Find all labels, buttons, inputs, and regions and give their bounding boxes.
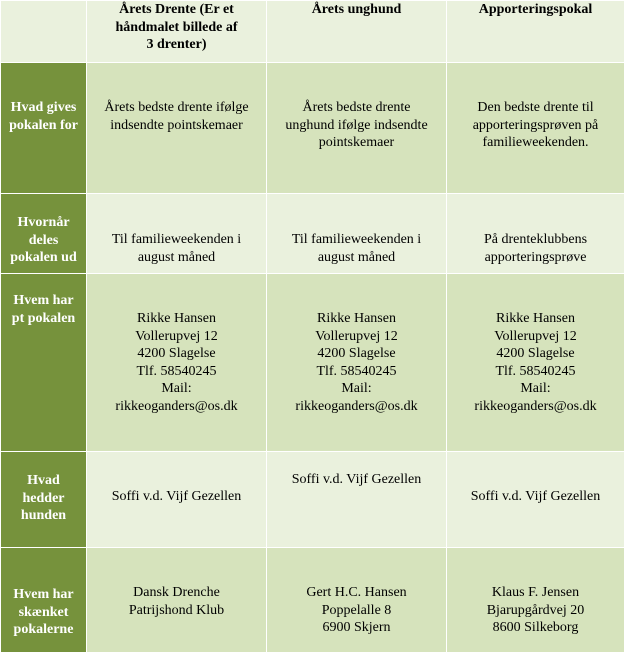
cell: Rikke Hansen Vollerupvej 12 4200 Slagelse Tlf. 58540245 Mail: rikkeoganders@os.dk (267, 274, 447, 452)
header-corner (1, 1, 87, 63)
row-hvornaar (1, 194, 624, 274)
row-hvad-gives (1, 63, 624, 194)
cell: Dansk Drenche Patrijshond Klub (87, 548, 267, 653)
row-hvad-hedder (1, 452, 624, 548)
header-arets-unghund: Årets unghund (267, 1, 447, 63)
cell: Soffi v.d. Vijf Gezellen (87, 452, 267, 548)
header-arets-drente: Årets Drente (Er et håndmalet billede af 3 drenter) (87, 1, 267, 63)
header-row (1, 1, 624, 63)
cell: Klaus F. Jensen Bjarupgårdvej 20 8600 Silkeborg (447, 548, 624, 653)
row-label: Hvad gives pokalen for (1, 63, 87, 194)
cell: På drenteklubbens apporteringsprøve (447, 194, 624, 274)
cell: Rikke Hansen Vollerupvej 12 4200 Slagelse Tlf. 58540245 Mail: rikkeoganders@os.dk (447, 274, 624, 452)
cell: Rikke Hansen Vollerupvej 12 4200 Slagelse Tlf. 58540245 Mail: rikkeoganders@os.dk (87, 274, 267, 452)
cell: Årets bedste drente ifølge indsendte pointskemaer (87, 63, 267, 194)
cell: Til familieweekenden i august måned (87, 194, 267, 274)
row-label: Hvad hedder hunden (1, 452, 87, 548)
cell: Soffi v.d. Vijf Gezellen (447, 452, 624, 548)
cell: Den bedste drente til apporteringsprøven på familieweekenden. (447, 63, 624, 194)
row-hvem-har-skaenket (1, 548, 624, 653)
row-label: Hvem har pt pokalen (1, 274, 87, 452)
cell: Soffi v.d. Vijf Gezellen (267, 452, 447, 548)
cell: Til familieweekenden i august måned (267, 194, 447, 274)
cell: Årets bedste drente unghund ifølge indsendte pointskemaer (267, 63, 447, 194)
row-hvem-har-pt (1, 274, 624, 452)
header-apporteringspokal: Apporteringspokal (447, 1, 624, 63)
cell: Gert H.C. Hansen Poppelalle 8 6900 Skjern (267, 548, 447, 653)
row-label: Hvem har skænket pokalerne (1, 548, 87, 653)
row-label: Hvornår deles pokalen ud (1, 194, 87, 274)
